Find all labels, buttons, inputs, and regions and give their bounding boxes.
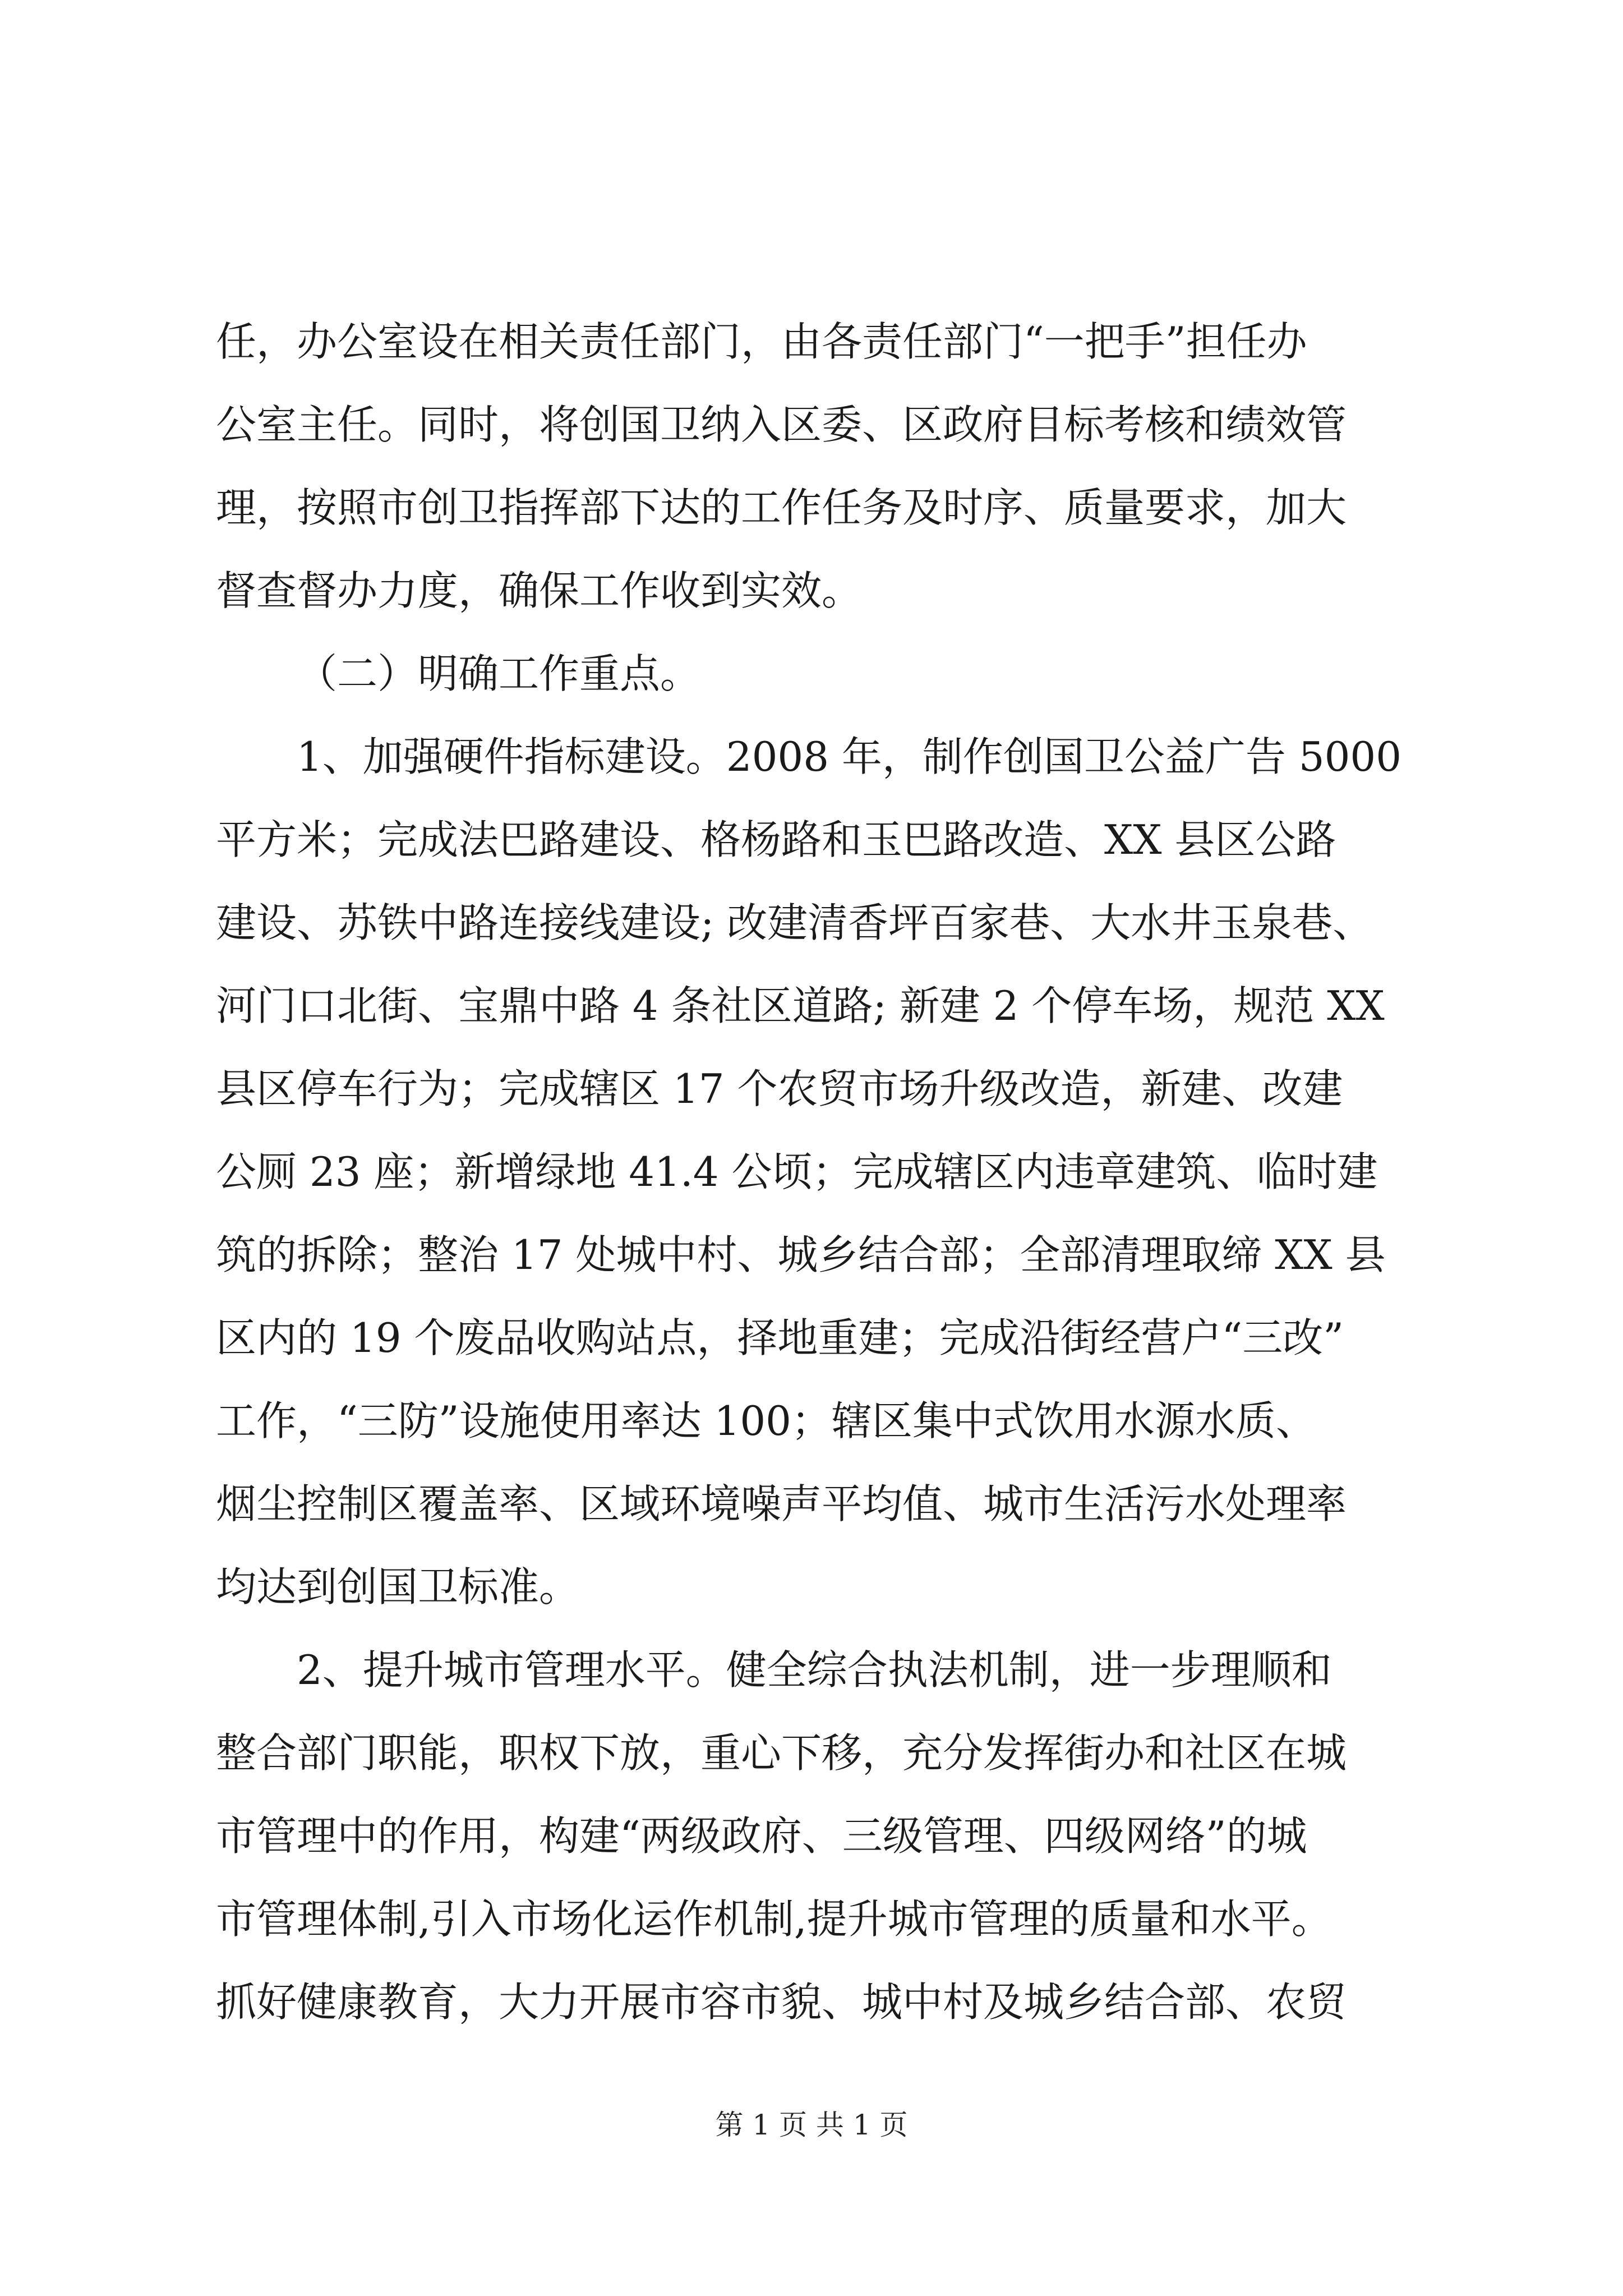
text-line: 河门口北街、宝鼎中路 4 条社区道路; 新建 2 个停车场，规范 XX [216,982,1385,1029]
text-line: 烟尘控制区覆盖率、区域环境噪声平均值、城市生活污水处理率 [216,1480,1347,1527]
text-line: 督查督办力度，确保工作收到实效。 [216,567,863,614]
document-body [216,300,1416,2044]
text-line: 公厕 23 座；新增绿地 41.4 公顷；完成辖区内违章建筑、临时建 [216,1148,1378,1195]
text-line: 整合部门职能，职权下放，重心下移，充分发挥街办和社区在城 [216,1729,1347,1777]
text-line: 工作，“三防”设施使用率达 100；辖区集中式饮用水源水质、 [216,1397,1316,1444]
text-line: 建设、苏铁中路连接线建设; 改建清香坪百家巷、大水井玉泉巷、 [216,899,1373,946]
text-line: 理，按照市创卫指挥部下达的工作任务及时序、质量要求，加大 [216,484,1347,531]
text-line: 平方米；完成法巴路建设、格杨路和玉巴路改造、XX 县区公路 [216,816,1336,863]
text-line: 抓好健康教育，大力开展市容市貌、城中村及城乡结合部、农贸 [216,1978,1347,2026]
text-line: 区内的 19 个废品收购站点，择地重建；完成沿街经营户“三改” [216,1314,1344,1361]
paragraph-first-line: 1、加强硬件指标建设。2008 年，制作创国卫公益广告 5000 [297,733,1402,780]
page-footer [0,2108,1623,2142]
paragraph-first-line: 2、提升城市管理水平。健全综合执法机制，进一步理顺和 [297,1646,1332,1694]
text-line: 市管理体制,引入市场化运作机制,提升城市管理的质量和水平。 [216,1895,1332,1943]
text-line: 均达到创国卫标准。 [216,1563,580,1611]
text-line: 公室主任。同时，将创国卫纳入区委、区政府目标考核和绩效管 [216,401,1347,448]
text-line: 县区停车行为；完成辖区 17 个农贸市场升级改造，新建、改建 [216,1065,1343,1112]
section-heading: （二）明确工作重点。 [297,650,701,697]
text-line: 任，办公室设在相关责任部门，由各责任部门“一把手”担任办 [216,318,1307,365]
page-number: 第 1 页 共 1 页 [715,2109,908,2141]
text-line: 市管理中的作用，构建“两级政府、三级管理、四级网络”的城 [216,1812,1307,1860]
text-line: 筑的拆除；整治 17 处城中村、城乡结合部；全部清理取缔 XX 县 [216,1231,1386,1278]
